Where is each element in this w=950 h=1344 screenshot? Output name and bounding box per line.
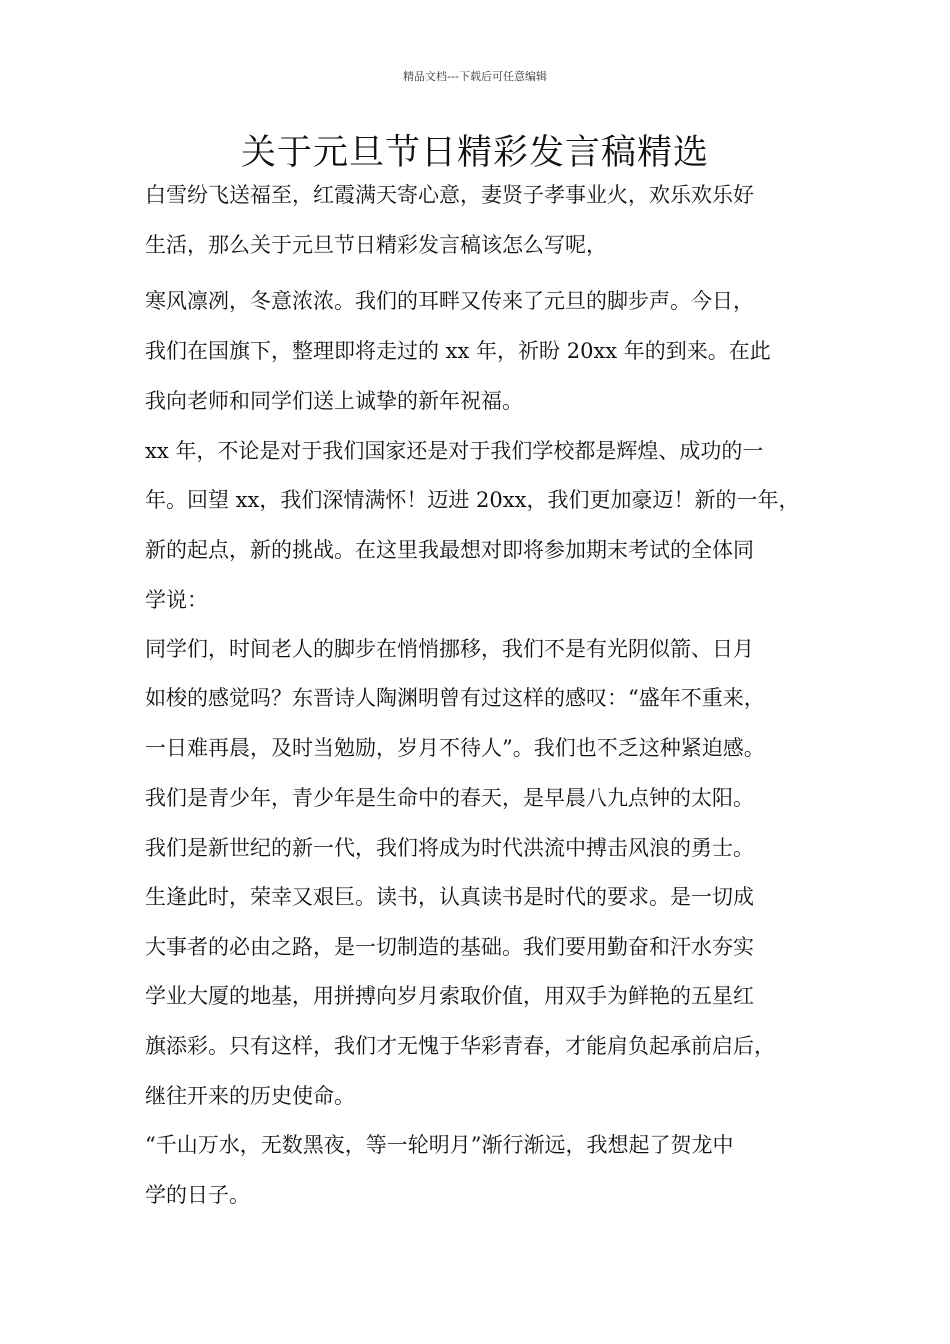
body-line: 大事者的必由之路，是一切制造的基础。我们要用勤奋和汗水夯实 bbox=[145, 935, 754, 959]
body-line: 年。回望 xx，我们深情满怀！迈进 20xx，我们更加豪迈！新的一年， bbox=[145, 488, 800, 512]
body-line: 生活，那么关于元旦节日精彩发言稿该怎么写呢， bbox=[145, 233, 607, 257]
body-line: 寒风凛冽，冬意浓浓。我们的耳畔又传来了元旦的脚步声。今日， bbox=[145, 289, 754, 313]
body-line: 旗添彩。只有这样，我们才无愧于华彩青春，才能肩负起承前启后， bbox=[145, 1034, 775, 1058]
document-body bbox=[0, 180, 950, 1280]
body-line: 生逢此时，荣幸又艰巨。读书，认真读书是时代的要求。是一切成 bbox=[145, 885, 754, 909]
body-line: 学的日子。 bbox=[145, 1183, 250, 1207]
body-line: 同学们，时间老人的脚步在悄悄挪移，我们不是有光阴似箭、日月 bbox=[145, 637, 754, 661]
body-line: 学说： bbox=[145, 588, 208, 612]
body-line: 新的起点，新的挑战。在这里我最想对即将参加期末考试的全体同 bbox=[145, 538, 754, 562]
page-header-note: 精品文档---下载后可任意编辑 bbox=[403, 70, 547, 83]
body-line: 我向老师和同学们送上诚挚的新年祝福。 bbox=[145, 389, 523, 413]
body-line: 我们在国旗下，整理即将走过的 xx 年，祈盼 20xx 年的到来。在此 bbox=[145, 339, 771, 363]
body-line: 白雪纷飞送福至，红霞满天寄心意，妻贤子孝事业火，欢乐欢乐好 bbox=[145, 183, 754, 207]
body-line: “千山万水，无数黑夜，等一轮明月”渐行渐远，我想起了贺龙中 bbox=[145, 1133, 734, 1157]
body-line: 学业大厦的地基，用拼搏向岁月索取价值，用双手为鲜艳的五星红 bbox=[145, 984, 754, 1008]
body-line: 一日难再晨，及时当勉励，岁月不待人”。我们也不乏这种紧迫感。 bbox=[145, 736, 765, 760]
body-line: 继往开来的历史使命。 bbox=[145, 1084, 355, 1108]
body-line: 我们是青少年，青少年是生命中的春天，是早晨八九点钟的太阳。 bbox=[145, 786, 754, 810]
body-line: 我们是新世纪的新一代，我们将成为时代洪流中搏击风浪的勇士。 bbox=[145, 836, 754, 860]
document-title: 关于元旦节日精彩发言稿精选 bbox=[240, 133, 709, 173]
body-line: xx 年，不论是对于我们国家还是对于我们学校都是辉煌、成功的一 bbox=[145, 439, 764, 463]
body-line: 如梭的感觉吗？东晋诗人陶渊明曾有过这样的感叹：“盛年不重来， bbox=[145, 686, 765, 710]
